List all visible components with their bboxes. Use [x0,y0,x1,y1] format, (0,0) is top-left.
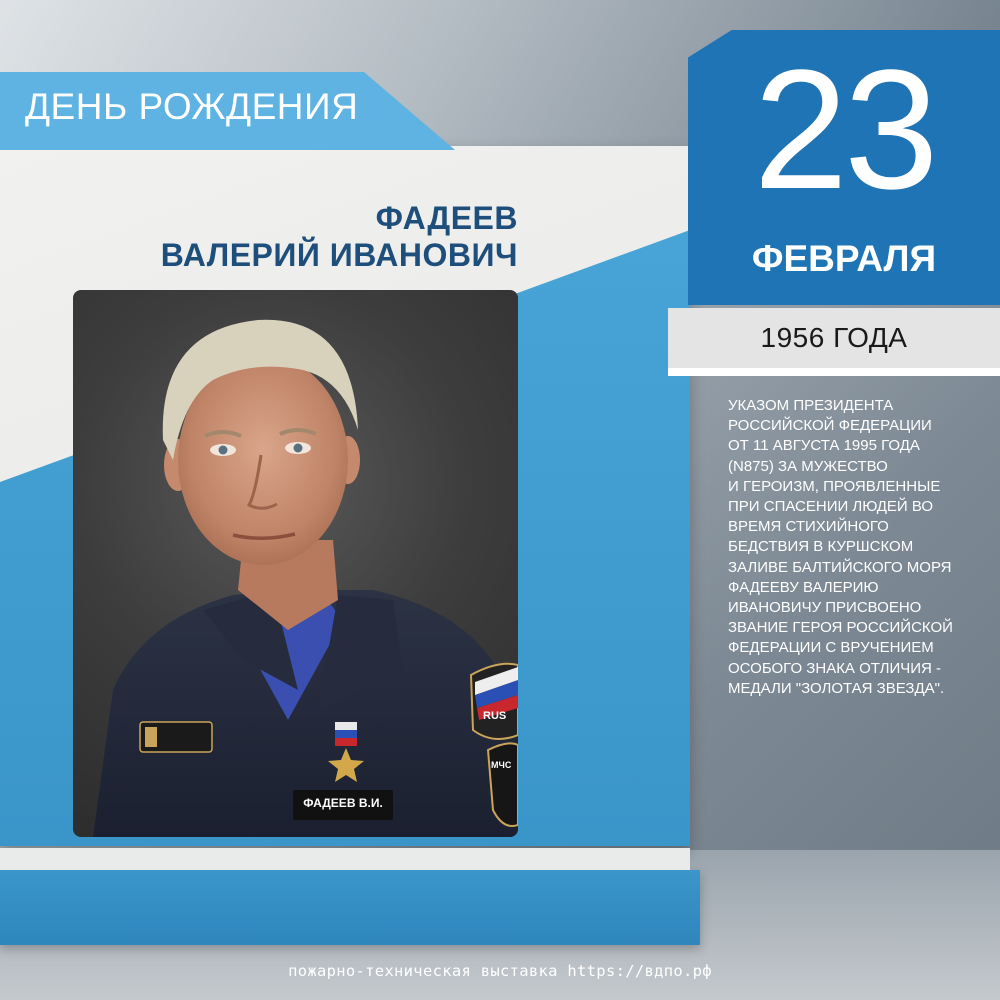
biography-text: УКАЗОМ ПРЕЗИДЕНТА РОССИЙСКОЙ ФЕДЕРАЦИИ ОТ 11 АВГУСТА 1995 ГОДА (N875) ЗА МУЖЕСТВО И ГЕРОИЗМ, ПРОЯВЛЕННЫЕ ПРИ СПАСЕНИИ ЛЮДЕЙ ВО ВРЕМЯ СТИХИЙНОГО БЕДСТВИЯ В КУРШСКОМ ЗАЛИВЕ БАЛТИЙСКОГО МОРЯ ФАДЕЕВУ ВАЛЕРИЮ ИВАНОВИЧУ ПРИСВОЕНО ЗВАНИЕ ГЕРОЯ РОССИЙСКОЙ ФЕДЕРАЦИИ С ВРУЧЕНИЕМ ОСОБОГО ЗНАКА ОТЛИЧИЯ - МЕДАЛИ "ЗОЛОТАЯ ЗВЕЗДА". [728,397,953,697]
year-box-underline [668,368,1000,376]
birth-month: ФЕВРАЛЯ [751,238,937,279]
person-given-names: ВАЛЕРИЙ ИВАНОВИЧ [160,237,518,273]
birth-day: 23 [753,35,935,225]
portrait-illustration [73,290,518,837]
emblem-label: МЧС [491,760,512,770]
footer-text: пожарно-техническая выставка https://вдпо.рф [288,962,712,980]
card-bottom-band [0,848,690,870]
person-name [40,200,518,274]
banner-title: ДЕНЬ РОЖДЕНИЯ [25,86,359,127]
birth-year: 1956 ГОДА [760,322,908,353]
card-bottom-stripe [0,870,700,945]
rus-patch-label: RUS [483,710,507,722]
person-surname: ФАДЕЕВ [375,200,518,236]
name-tag: ФАДЕЕВ В.И. [303,796,383,810]
portrait-photo [73,290,518,837]
